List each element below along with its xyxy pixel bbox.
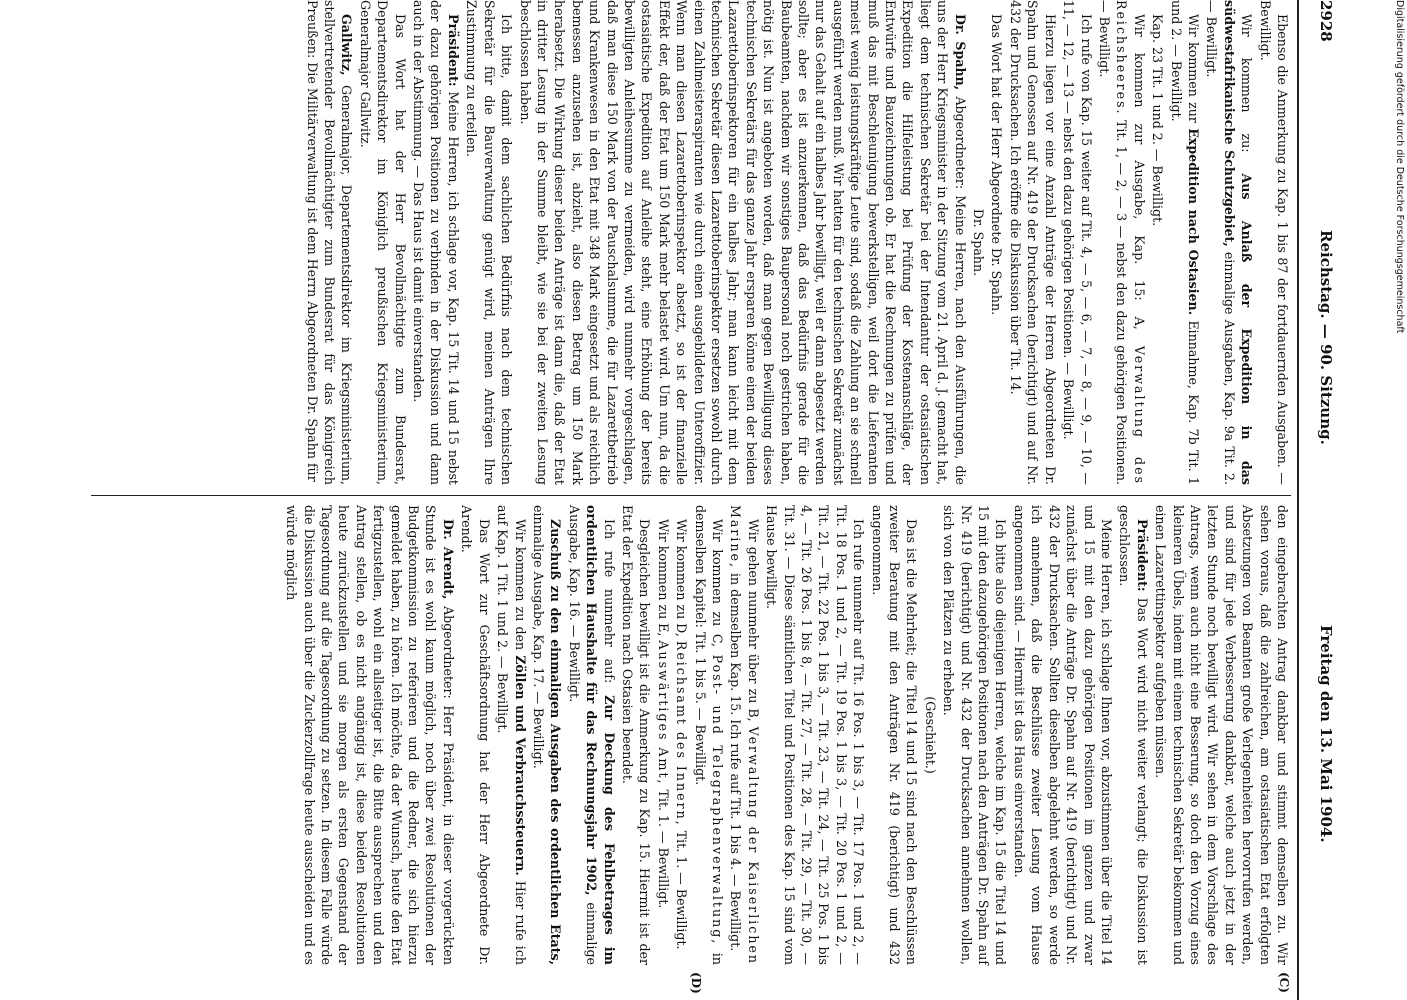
paragraph: Wir kommen zu: Aus Anlaß der Expedition in das südwestafrikanische Schutzgebiet, einmalige Ausgaben, Kap. 9a Tit. 2. — Bewilligt. [1204,0,1255,485]
paragraph: Wir kommen zu E, Auswärtiges Amt, Tit. 1. — Bewilligt. [655,519,671,909]
text-column-right [101,505,1291,965]
paragraph: Das Wort zur Geschäftsordnung hat der Herr Abgeordnete Dr. Arendt. [459,505,492,965]
margin-marker-c: (C) [1277,972,1291,993]
speaker-name: Gallwitz, [339,14,355,76]
margin-marker-d: (D) [689,972,703,994]
paragraph: Zuschuß zu den einmaligen Ausgaben des ordentlichen Etats, einmalige Ausgabe, Kap. 17. — Bewilligt. [530,505,564,965]
section-heading: Zur Deckung des Fehlbetrages im ordentlichen Haushalte für das Rechnungsjahr 1902, [584,505,617,965]
paragraph: Das ist die Mehrheit; die Titel 14 und 15 sind nach den Beschlüssen zweiter Beratung mit den Anträgen Nr. 419 (berichtigt) und 432 angenommen. [869,505,920,965]
paragraph: Meine Herren, ich schlage Ihnen vor, abzustimmen über die Titel 14 und 15 mit den dazu gehörigen Positionen im ganzen und zwar zunächst über die Anträge Dr. Spahn auf Nr. 419 (berichtigt) und Nr. 432 der Drucksachen. Sollten dieselben abgelehnt werden, so werde ich annehmen, daß die Beschlüsse zweiter Lesung vom Hause angenommen sind. — Hiermit ist das Haus einverstanden. [1011,505,1114,965]
section-heading: Verwaltung der Kaiserlichen Marine, [728,505,761,965]
speaker-name: Dr. Arendt, [440,519,456,600]
paragraph: Wir kommen zu D, Reichsamt des Innern, Tit. 1. — Bewilligt. [674,519,690,950]
paragraph: Gallwitz, Generalmajor, Departementsdirektor im Kriegsministerium, stellvertretender Bevollmächtigter zum Bundesrat für das Königreich Preußen: Die Militärverwaltung ist dem Herrn Abgeordneten Dr. Spahn für [304,0,355,485]
session-date: Freitag den 13. Mai 1904. [1317,625,1335,843]
page-number: 2928 [1317,0,1335,42]
speaker-name: Präsident: [1134,519,1150,592]
digitization-credit: Digitalisierung gefördert durch die Deutsche Forschungsgemeinschaft [1394,0,1405,334]
speaker-caption: Dr. Spahn. [971,208,987,277]
paragraph: Hierzu liegen vor eine Anzahl Anträge der Herren Abgeordneten Dr. Spahn und Genossen auf Nr. 419 der Drucksachen (berichtigt) und auf Nr. 432 der Drucksachen. Ich eröffne die Diskussion über Tit. 14. [1007,0,1058,485]
session-title: Reichstag. — 90. Sitzung. [1317,230,1335,445]
section-heading: Post- und Telegraphenverwaltung, [710,654,725,946]
text-column-left [101,0,1291,485]
paragraph: Ich bitte also diejenigen Herren, welche im Kap. 15 die Titel 14 und 15 mit den dazugehörigen Positionen nach den Anträgen Dr. Spahn auf Nr. 419 (berichtigt) und Nr. 432 der Drucksachen annehmen wollen, sich von den Plätzen zu erheben. [941,505,1009,965]
paragraph: Dr. Spahn, Abgeordneter: Meine Herren, nach den Ausführungen, die uns der Herr Kriegsminister in der Sitzung vom 21. April d. J. gemacht hat, liegt dem technischen Sekretär bei der Intendantur der ostasiatischen Expedition die Hilfeleistung bei Prüfung der Kostenanschläge, der Entwürfe und Bauzeichnungen ob. Er hat die Rechnungen zu prüfen und muß das mit Beschleunigung bewerkstelligen, weil dort die Lieferanten meist wenig leistungskräftige Leute sind, sodaß die Zahlung an sie schnell ausgeführt werden muß. Wir hatten für den technischen Sekretär zunächst nur das Gehalt auf ein halbes Jahr bewilligt, weil er dann abgesetzt werden sollte; aber es ist anzuerkennen, daß das Bedürfnis gerade für die Baubeamten, nachdem wir sonstiges Baupersonal noch gestrichen haben, nötig ist. Nun ist angeboten worden, daß man gegen Bewilligung dieses technischen Sekretärs für das ganze Jahr ersparen könne einen der beiden Lazarettoberinspektoren für ein halbes Jahr; man kann leicht mit dem technischen Sekretär diesen Lazarettoberinspektor ersetzen sowohl durch einen Zahlmeisteraspiranten wie durch einen ausgebildeten Unteroffizier. Wenn man diesen Lazarettoberinspektor absetzt, so ist der finanzielle Effekt der, daß der Etat um 150 Mark mehr belastet wird. Um nun, da die ostasiatische Expedition auf Anleihe steht, eine Erhöhung der bereits bewilligten Anleihesumme zu vermeiden, wird nunmehr vorgeschlagen, daß man diese 150 Mark von der Pauschalsumme, die für Lazarettbetrieb und Krankenwesen in den Etat mit 348 Mark eingesetzt und als reichlich bemessen anzusehen ist, abzieht, also diesen Betrag um 150 Mark herabsetzt. Die Wirkung dieser beiden Anträge ist dann die, daß der Etat in dritter Lesung in der Summe bleibt, wie sie bei der zweiten Lesung beschlossen haben. [517,0,968,485]
section-heading: Zöllen und Verbrauchssteuern. [512,655,528,876]
paragraph: Wir kommen zu den Zöllen und Verbrauchssteuern. Hier rufe ich auf Kap. 1 Tit. 1 und 2. — Bewilligt. [495,505,528,965]
paragraph: Ebenso die Anmerkung zu Kap. 1 bis 87 der fortdauernden Ausgaben. — Bewilligt. [1257,0,1290,485]
paragraph: den eingebrachten Antrag dankbar und stimmt demselben zu. Wir sehen voraus, daß die zahlreichen, am ostasiatischen Etat erfolgten Absetzungen von Beamten große Verlegenheiten hervorrufen werden, und sind für jede Verbesserung dankbar, welche auch jetzt in der letzten Stunde noch bewilligt wird. Wir sehen in dem Vorschlage des Antrags, wenn auch nicht eine Besserung, so doch den Vorzug eines kleineren Übels, indem mit einem technischen Sekretär bekommen und einen Lazarettinspektor aufgeben müssen. [1153,505,1290,965]
section-heading: Aus Anlaß der Expedition in das südwestafrikanische Schutzgebiet, [1221,0,1255,485]
column-divider [91,495,1291,496]
paragraph: Das Wort hat der Herr Abgeordnete Dr. Spahn. [989,14,1005,316]
paragraph: Ich rufe nunmehr auf Tit. 16 Pos. 1 bis 3, — Tit. 17 Pos. 1 und 2, — Tit. 18 Pos. 1 und 2, — Tit. 19 Pos. 1 bis 3, — Tit. 20 Pos. 1 und 2, — Tit. 21, — Tit. 22 Pos. 1 bis 3, — Tit. 23, — Tit. 24, — Tit. 25 Pos. 1 bis 4, — Tit. 26 Pos. 1 bis 8, — Tit. 27, — Tit. 28, — Tit. 29, — Tit. 30, — Tit. 31. — Diese sämtlichen Titel und Positionen des Kap. 15 sind vom Hause bewilligt. [764,505,867,965]
paragraph: Ich rufe nunmehr auf: Zur Deckung des Fehlbetrages im ordentlichen Haushalte für das Rechnungsjahr 1902, einmalige Ausgabe, Kap. 16. — Bewilligt. [566,505,617,965]
paragraph: Ich bitte, damit dem sachlichen Bedürfnis nach dem technischen Sekretär für die Bauverwaltung genügt wird, meinen Anträgen Ihre Zustimmung zu erteilen. [464,0,515,485]
paragraph: Kap. 23 Tit. 1 und 2. — Bewilligt. [1150,14,1166,227]
paragraph: Präsident: Das Wort wird nicht weiter verlangt; die Diskussion ist geschlossen. [1117,505,1150,965]
header-rule [1297,0,1299,1000]
paragraph: Präsident: Meine Herren, ich schlage vor, Kap. 15 Tit. 14 und 15 nebst der dazu gehörigen Positionen zu verbinden in der Diskussion und dann auch in der Abstimmung. — Das Haus ist damit einverstanden. [411,0,461,485]
paragraph: Desgleichen bewilligt ist die Anmerkung zu Kap. 15. Hiermit ist der Etat der Expedition nach Ostasien beendet. [619,505,653,965]
page-header [1311,0,1335,1000]
paragraph: Wir kommen zur Ausgabe, Kap. 15: A, Verwaltung des Reichsheeres. Tit. 1, — 2, — 3 — nebst den dazu gehörigen Positionen. — Bewilligt. [1096,0,1147,485]
paragraph: Wir kommen zur Expedition nach Ostasien. Einnahme, Kap. 7b Tit. 1 und 2. — Bewilligt. [1168,0,1201,485]
section-heading: Verwaltung des Reichsheeres. [1114,0,1147,485]
paragraph: Wir kommen zu C, Post- und Telegraphenverwaltung, in demselben Kapitel: Tit. 1 bis 5. — Bewilligt. [692,505,725,965]
stage-direction: (Geschieht.) [922,696,938,774]
section-heading: Auswärtiges Amt, [655,640,671,786]
section-heading: Zuschuß zu den einmaligen Ausgaben des ordentlichen Etats, [548,519,564,965]
speaker-name: Präsident: [445,14,461,87]
speaker-name: Dr. Spahn, [952,14,968,91]
paragraph: Wir gehen nunmehr über zu B, Verwaltung der Kaiserlichen Marine, in demselben Kap. 15. Ich rufe auf Tit. 1 bis 4. — Bewilligt. [728,505,761,965]
paragraph: Ich rufe von Kap. 15 weiter auf Tit. 4, — 5, — 6, — 7, — 8, — 9, — 10, — 11, — 12, — 13 — nebst den dazu gehörigen Positionen. — Bewilligt. [1061,0,1094,485]
section-heading: Expedition nach Ostasien. [1185,128,1201,316]
paragraph: Dr. Arendt, Abgeordneter: Herr Präsident, in dieser vorgerückten Stunde ist es wohl kaum möglich, noch über zwei Resolutionen der Budgetkommission zu referieren und die Redner, die sich hierzu gemeldet haben, zu hören. Ich möchte, da der Wunsch, heute den Etat fertigzustellen, wohl ein allseitiger ist, die Bitte aussprechen und den Antrag stellen, ob es nicht angängig ist, diese beiden Resolutionen heute zurückzustellen und sie morgen als ersten Gegenstand der Tagesordnung auf die Tagesordnung zu setzen. In diesem Falle würde die Diskussion auch über die Zuckerzollfrage heute ausscheiden und es würde möglich [284,505,456,965]
section-heading: Reichsamt des Innern, [674,640,690,827]
paragraph: Das Wort hat der Herr Bevollmächtigte zum Bundesrat, Departementsdirektor im Königlich preußischen Kriegsministerium, Generalmajor Gallwitz. [357,0,408,485]
